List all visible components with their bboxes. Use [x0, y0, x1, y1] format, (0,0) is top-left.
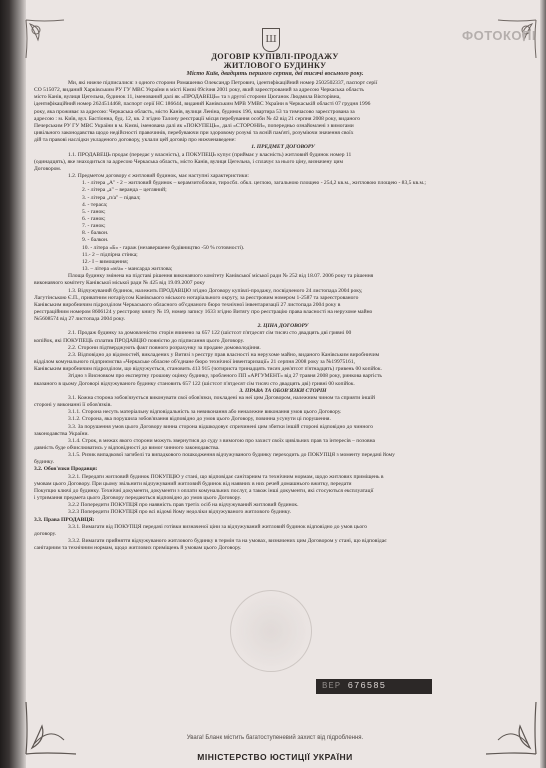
body-line: 2. ЦІНА ДОГОВОРУ [257, 323, 309, 330]
body-line: 1.3. Відчужуваний будинок, належить ПРОДАВЦЮ згідно Договору купівлі-продажу, посвідченого 24 листопада 2004 року, [68, 287, 363, 294]
body-line: 3.1.4. Строк, в межах якого сторони можуть звернутися до суду з вимогою про захист своїх цивільних прав та інтересів – позовна [68, 437, 376, 444]
body-line: Покупцю ключі до будинку. Технічні документи, документи з оплати комунальних послуг, а також інші документи, які стосуються експлуатації [34, 487, 374, 494]
body-line: 3.2.3 Попередити ПОКУПЦЯ про всі відомі йому недоліки відчужуваного житлового будинку. [68, 509, 291, 516]
body-line: стороні у виконанні її обов'язків. [34, 402, 112, 409]
body-line: 3. ПРАВА ТА ОБОВ'ЯЗКИ СТОРІН [239, 387, 327, 394]
body-line: 3.3.2. Вимагати прийняття відчужуваного житлового будинку в термін та на умовах, визначених цим Договором у стані, що відповідає [68, 538, 387, 544]
body-line: будинку. [34, 459, 55, 466]
body-line: дій та правові наслідки укладеного договору, уклали цей договір про нижченаведене: [34, 137, 236, 144]
corner-ornament-bottom-right [478, 696, 538, 756]
body-line: 3.1.5. Ризик випадкової загибелі та випадкового пошкодження відчужуваного будинку переходить до ПОКУПЦЯ з моменту передачі йому [68, 452, 395, 459]
body-line: договору. [34, 530, 57, 537]
body-line: Ми, які нижче підписалися: з одного сторони Ромашенко Олександр Петрович, ідентифікаційний номер 2502502337, паспорт серії [68, 80, 378, 86]
body-line: року, яка проживає за адресою: Черкаська область, місто Канів, вулиця Леніна, будинок 196, квартира 53 та тимчасово зареєстрована за [34, 108, 355, 115]
body-line: Площа будинку змінена на підставі рішення виконавчого комітету Канівської міської ради № 252 від 18.07. 2006 року та рішення [68, 273, 374, 280]
body-line: 3. - літера „п/а" – підвал; [82, 194, 141, 201]
body-line: місто Канів, вулиця Цегельна, будинок 11, іменований далі як «ПРОДАВЕЦЬ» та з другої сторони Цюганок Людмила Вікторівна, [34, 94, 341, 101]
contract-body [34, 80, 532, 552]
body-line: 3.1.2. Сторона, яка порушила зобов'язання відповідно до умов цього Договору, повинна усунути ці порушення. [68, 416, 331, 423]
body-line: 5. - ганок; [82, 208, 106, 215]
body-line: 3.3. За порушення умов цього Договору винна сторона відшкодовує спричинені цим збитки іншій стороні відповідно до чинного [68, 423, 374, 430]
body-line: 3.1.1. Сторона несуть матеріальну відповідальність за невиконання або неналежне виконання умов цього Договору. [68, 409, 342, 416]
body-line: 3.3. Права ПРОДАВЦЯ: [34, 516, 95, 523]
body-line: 1.1. ПРОДАВЕЦЬ продає (передає у власність), а ПОКУПЕЦЬ купує (приймає у власність) житловий будинок номер 11 [68, 151, 352, 158]
body-line: цивільного законодавства щодо недійсності правочинів, перебуваючи при здоровому розумі та ясній пам'яті, розуміючи значення своїх [34, 130, 354, 137]
body-line: 11.- 2 – підпірна стінка; [82, 251, 138, 258]
body-line: законодавства України. [34, 430, 89, 437]
body-line: Лагутінською Є.П., приватним нотаріусом Канівського міського нотаріального округу, за реєстровим номером 1-2587 та зареєстрованого [34, 294, 359, 301]
body-line: 2.3. Відповідно до відомостей, викладених у Витязі з реєстру прав власності на нерухоме майно, виданого Канівським виробничим [68, 351, 380, 358]
body-line: Канівським виробничим підрозділом Черкаського обласного об'єднаного бюро технічної інвентаризації 27 листопада 2004 року в [34, 301, 341, 308]
body-line: 3.2. Обов'язки Продавця: [34, 466, 98, 473]
body-line: 3.2.1. Передати житловий будинок ПОКУПЦЮ у стані, що відповідає санітарним та технічним нормам, щодо житлових приміщень в [68, 473, 384, 480]
body-line: 3.3.1. Вимагати від ПОКУПЦЯ передачі готівки визначеної ціни за відчужуваний житловий будинок відповідно до умов цього [68, 523, 368, 530]
body-line: 1. ПРЕДМЕТ ДОГОВОРУ [251, 144, 315, 151]
body-line: Печерським РУ ГУ МВС України в м. Києві, іменована далі як «ПОКУПЕЦЬ», далі «СТОРОНИ», попередньо ознайомлені з вимогами [34, 122, 354, 129]
body-line: адресою : м. Київ, вул. Бастіонна, буд. 12, кв. 2 згідно Талону реєстрації місця перебування особи № 42 від 21 серпня 2008 року, виданого [34, 115, 360, 122]
body-line: 12.- I – вимощення; [82, 258, 129, 265]
body-line: 1. - літера „А" - 2 – житловий будинок – керамзитоблоки, тиросбл. обкл. цеглою, загальною площею - 254,2 кв.м., житловою площею - 83,5 кв.м.; [82, 180, 426, 187]
body-line: умовам цього Договору. При цьому звільнити відчужуваний житловий будинок від наявних в них речей домашнього вжитку, передати [34, 480, 352, 487]
trident-emblem-icon: Ш [262, 28, 280, 52]
place-and-date: Місто Київ, двадцять першого серпня, дві тисячі восьмого року. [186, 70, 364, 77]
body-line: 7. - ганок; [82, 223, 106, 230]
body-line: 1.2. Предметом договору є житловий будинок, має наступні характеристики: [68, 173, 249, 180]
body-line: і утримання предмета цього Договору передаються відповідно до умов цього Договору. [34, 495, 242, 502]
body-line: 9. - балкон. [82, 237, 109, 244]
body-line: виконавчого комітету Канівської міської ради № 425 від 19.09.2007 року [34, 280, 205, 287]
serial-digits: 676585 [347, 681, 387, 691]
document-title: ДОГОВІР КУПІВЛІ-ПРОДАЖУ [211, 52, 339, 61]
ministry-name: МІНІСТЕРСТВО ЮСТИЦІЇ УКРАЇНИ [197, 752, 353, 762]
body-line: 3.2.2 Попередити ПОКУПЦЯ про наявність прав третіх осіб на відчужуваний житловий будинок. [68, 502, 299, 509]
body-line: копійок, які ПОКУПЕЦЬ сплатив ПРОДАВЦЮ повністю до підписання цього Договору. [34, 337, 245, 344]
body-line: (одинадцять), яке знаходиться за адресою Черкаська область, місто Канів, вулиця Цегельна, і сплачує за нього ціну, визначену цим [34, 158, 344, 165]
scan-edge-left [0, 0, 26, 768]
body-line: санітарним та технічним нормам, щодо житлових приміщень й умовам цього Договору. [34, 545, 242, 552]
body-line: Канівським виробничим підрозділом, що відчужується, становить 413 915 (чотириста тринадцять тисяч дев'ятсот п'ятнадцять) гривень 00 копійок. [34, 366, 382, 373]
security-warning: Увага! Бланк містить багатоступеневий захист від підроблення. [186, 735, 364, 741]
body-line: 13. – літера «м/а» - мансарда житлова; [82, 266, 173, 273]
body-line: 2.1. Продаж будинку за домовленістю сторін вчинено за 657 122 (шістсот п'ятдесят сім тисяч сто двадцять дві гривні 00 [68, 330, 352, 337]
corner-ornament-bottom-left [24, 696, 84, 756]
body-line: 2.2. Сторони підтверджують факт повного розрахунку за продане домоволодіння. [68, 344, 261, 351]
body-line: 10. - літера «Б» - гараж (незавершене будівництво -50 % готовності). [82, 244, 245, 251]
body-line: відділом комунального підприємства «Черкаське обласне об'єднане бюро технічної інвентаризації» 21 серпня 2008 року за №19975161, [34, 359, 355, 366]
body-line: реєстраційним номером 8606124 у реєстрову книгу № 19, номер запису 1633 згідно Витягу про реєстрацію права власності на нерухоме майно [34, 309, 373, 315]
security-rosette [230, 590, 312, 672]
scan-edge-right [540, 0, 546, 768]
form-serial-number [316, 679, 432, 694]
body-line: 3.1. Кожна сторона зобов'язується виконувати свої обов'язки, покладені на неї цим Договором, належним чином та сприяти іншій [68, 394, 375, 401]
body-line: №5608574 від 27 листопада 2004 року. [34, 316, 126, 323]
body-line: Згідно з Висновком про експертну грошову оцінку будинку, зробленого ПП «АРГУМЕНТ» від 27 травня 2008 року, ринкова вартість [68, 373, 382, 380]
serial-prefix: ВЕР [322, 681, 342, 691]
body-line: Договором. [34, 165, 62, 172]
body-line: 8. - балкон. [82, 230, 109, 237]
body-line: вказаного в цьому Договорі відчужуваного будинку становить 657 122 (шістсот п'ятдесят сім тисяч сто двадцять дві) гривні 00 копійок. [34, 380, 355, 387]
body-line: ідентифікаційний номер 2624514468, паспорт серії НС 186644, виданий Канівським МРВ УМВС України в Черкаській області 07 грудня 1996 [34, 101, 371, 108]
document-subtitle: ЖИТЛОВОГО БУДИНКУ [223, 61, 327, 70]
body-line: 2. - літера „а" – веранда – цегляний; [82, 187, 167, 194]
body-line: СО 515072, виданий Харківським РУ ГУ МВС України в місті Києві 09січня 2001 року, який зареєстрований за адресою Черкаська область [34, 87, 364, 94]
body-line: 4. - тераса; [82, 201, 108, 208]
body-line: давність буде обчислюватись у відповідності до вимог чинного законодавства. [34, 444, 220, 451]
body-line: 6. - ганок; [82, 215, 106, 222]
photocopy-watermark: ФОТОКОПІ [462, 28, 536, 43]
corner-ornament-top-left [24, 18, 70, 64]
